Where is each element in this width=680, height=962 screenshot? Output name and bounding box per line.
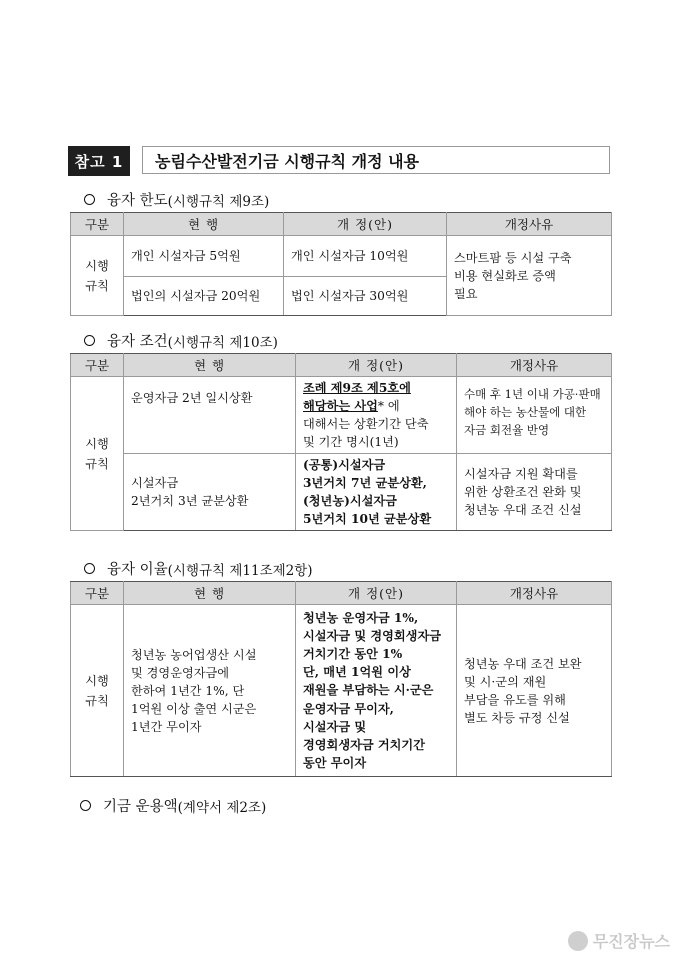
table-header-row bbox=[71, 213, 612, 236]
section-heading-loan-limit bbox=[84, 189, 269, 210]
section-heading-loan-interest bbox=[84, 558, 313, 579]
circle-bullet-icon bbox=[84, 194, 95, 205]
revised-cell: 개인 시설자금 10억원 bbox=[284, 236, 447, 277]
section-reference: (시행규칙 제9조) bbox=[167, 193, 270, 210]
section-title: 융자 이율 bbox=[107, 562, 168, 578]
reason-cell: 수매 후 1년 이내 가공·판매 해야 하는 농산물에 대한 자금 회전율 반영 bbox=[457, 377, 612, 454]
circle-bullet-icon bbox=[84, 335, 95, 346]
header-current: 현 행 bbox=[124, 213, 284, 236]
current-cell: 법인의 시설자금 20억원 bbox=[124, 277, 284, 316]
current-cell: 시설자금 2년거치 3년 균분상환 bbox=[124, 454, 296, 531]
table-row bbox=[71, 605, 612, 777]
header-revised: 개 정(안) bbox=[296, 582, 457, 605]
watermark bbox=[568, 929, 670, 952]
table-header-row bbox=[71, 354, 612, 377]
table-row bbox=[71, 454, 612, 531]
loan-interest-table bbox=[70, 581, 612, 777]
table-row bbox=[71, 236, 612, 277]
header-reason: 개정사유 bbox=[457, 582, 612, 605]
revised-cell: 법인 시설자금 30억원 bbox=[284, 277, 447, 316]
header-revised: 개 정(안) bbox=[284, 213, 447, 236]
reason-cell: 시설자금 지원 확대를 위한 상환조건 완화 및 청년농 우대 조건 신설 bbox=[457, 454, 612, 531]
page-title: 농림수산발전기금 시행규칙 개정 내용 bbox=[142, 146, 610, 174]
revised-cell: 청년농 운영자금 1%, 시설자금 및 경영회생자금 거치기간 동안 1% 단, 매년 1억원 이상 재원을 부담하는 시·군은 운영자금 무이자, 시설자금 및 경영회생자금 거치기간 동안 무이자 bbox=[296, 605, 457, 777]
revised-cell bbox=[296, 377, 457, 454]
header-revised: 개 정(안) bbox=[296, 354, 457, 377]
loan-conditions-table bbox=[70, 353, 612, 531]
category-cell: 시행 규칙 bbox=[71, 236, 124, 316]
revised-rest-text: * 에 대해서는 상환기간 단축 및 기간 명시(1년) bbox=[303, 399, 429, 449]
section-title: 기금 운용액 bbox=[103, 799, 178, 815]
header-current: 현 행 bbox=[124, 582, 296, 605]
reference-badge: 참고 1 bbox=[68, 146, 130, 176]
revised-cell: (공통)시설자금 3년거치 7년 균분상환, (청년농)시설자금 5년거치 10년 균분상환 bbox=[296, 454, 457, 531]
circle-bullet-icon bbox=[84, 563, 95, 574]
category-cell: 시행 규칙 bbox=[71, 377, 124, 531]
header-reason: 개정사유 bbox=[447, 213, 612, 236]
circle-bullet-icon bbox=[80, 800, 91, 811]
current-cell: 개인 시설자금 5억원 bbox=[124, 236, 284, 277]
section-reference: (시행규칙 제10조) bbox=[167, 334, 278, 351]
current-cell: 운영자금 2년 일시상환 bbox=[124, 377, 296, 454]
section-reference: (계약서 제2조) bbox=[177, 799, 267, 816]
header-category: 구분 bbox=[71, 213, 124, 236]
table-row bbox=[71, 377, 612, 454]
section-reference: (시행규칙 제11조제2항) bbox=[167, 562, 313, 579]
section-title: 융자 한도 bbox=[107, 193, 168, 209]
watermark-text: 무진장뉴스 bbox=[592, 932, 670, 951]
header-category: 구분 bbox=[71, 354, 124, 377]
table-header-row bbox=[71, 582, 612, 605]
section-heading-fund-amount bbox=[80, 795, 266, 816]
revised-underlined-text: 조례 제9조 제5호에 해당하는 사업 bbox=[303, 381, 411, 413]
title-bar bbox=[68, 146, 611, 176]
category-cell: 시행 규칙 bbox=[71, 605, 124, 777]
current-cell: 청년농 농어업생산 시설 및 경영운영자금에 한하여 1년간 1%, 단 1억원 이상 출연 시군은 1년간 무이자 bbox=[124, 605, 296, 777]
section-title: 융자 조건 bbox=[107, 334, 168, 350]
header-reason: 개정사유 bbox=[457, 354, 612, 377]
header-category: 구분 bbox=[71, 582, 124, 605]
reason-cell: 스마트팜 등 시설 구축 비용 현실화로 증액 필요 bbox=[447, 236, 612, 316]
watermark-logo-icon bbox=[568, 931, 588, 951]
section-heading-loan-conditions bbox=[84, 330, 278, 351]
reason-cell: 청년농 우대 조건 보완 및 시·군의 재원 부담을 유도를 위해 별도 차등 규정 신설 bbox=[457, 605, 612, 777]
loan-limit-table bbox=[70, 212, 612, 316]
header-current: 현 행 bbox=[124, 354, 296, 377]
